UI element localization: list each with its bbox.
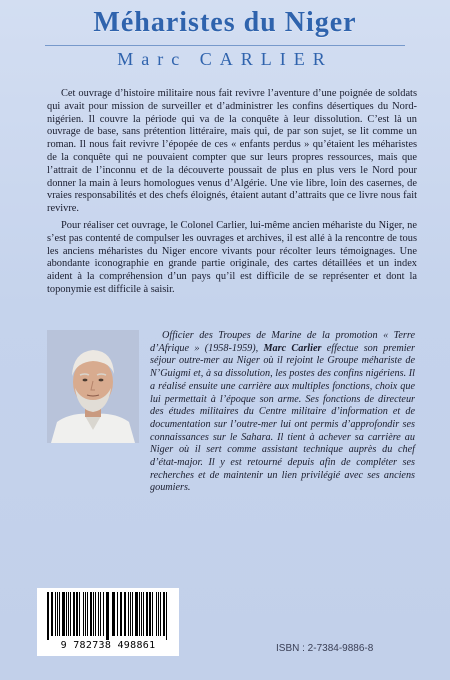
author-portrait-icon bbox=[47, 330, 139, 443]
barcode-bar bbox=[163, 592, 165, 636]
barcode-bar bbox=[59, 592, 60, 636]
barcode-bar bbox=[103, 592, 104, 636]
barcode-bar bbox=[158, 592, 159, 636]
barcode-bar bbox=[85, 592, 86, 636]
barcode-bar bbox=[117, 592, 118, 636]
synopsis bbox=[47, 88, 417, 301]
barcode-bar bbox=[160, 592, 161, 636]
barcode-bar bbox=[120, 592, 122, 636]
barcode-bar bbox=[146, 592, 148, 636]
barcode-bar bbox=[141, 592, 142, 636]
barcode-bar bbox=[68, 592, 69, 636]
barcode-bar bbox=[106, 592, 109, 640]
barcode-bar bbox=[139, 592, 140, 636]
barcode-bar bbox=[62, 592, 65, 636]
ean-barcode-icon bbox=[45, 592, 171, 640]
barcode-bar bbox=[57, 592, 58, 636]
barcode-bar bbox=[98, 592, 99, 636]
barcode-bar bbox=[51, 592, 53, 636]
barcode-bar bbox=[66, 592, 67, 636]
bio-body: effectue son premier séjour outre-mer au Niger où il rejoint le Groupe méhariste de N’Guigmi et, à sa dissolution, les postes des confins nigériens. Il a réalisé ensuite une carrière aux multiples fonctions, choix que lui permettait à l’époque son arme. Ses fonctions de directeur des études militaires du Centre militaire d’information et de documentation sur l’outre-mer lui ont permis d’approfondir ses connaissances sur le Sahara. Il tient à achever sa carrière au Niger où il sert comme assistant technique auprès du chef d’état-major. Il y est retourné depuis afin de compléter ses recherches et de maintenir un lien privilégié avec ses anciens goumiers. bbox=[150, 342, 416, 494]
isbn-number: ISBN : 2-7384-9886-8 bbox=[276, 643, 374, 654]
barcode-bar bbox=[112, 592, 115, 636]
author-bio-paragraph bbox=[150, 330, 415, 495]
barcode-bar bbox=[93, 592, 94, 636]
synopsis-paragraph-2: Pour réaliser cet ouvrage, le Colonel Carlier, lui-même ancien méhariste du Niger, ne s’est pas contenté de compulser les ouvrages et archives, il est allé à la rencontre de tous les anciens méharistes du Niger encore vivants pour récolter leurs témoignages. Une abondante iconographie en grande partie originale, des cartes détaillées et un index aident à la compréhension d’un pays qu’il est difficile de se représenter et dont la toponymie est difficile à saisir. bbox=[47, 219, 417, 295]
synopsis-paragraph-1: Cet ouvrage d’histoire militaire nous fait revivre l’aventure d’une poignée de soldats qui avait pour mission de surveiller et d’administrer les confins désertiques du Nord-nigérien. Il couvre la période qui va de la conquête à leur dissolution. C’est là un ouvrage de base, sans prétention littéraire, mais qui, de par son sujet, se lit comme un roman. Il nous fait revivre l’épopée de ces « enfants perdus » qu’étaient les méharistes de la conquête qui ne pouvaient compter que sur leurs propres ressources, mais que l’attrait de l’inconnu et de la découverte poussait de plus en plus vers le Nord pour donner la main à leurs homologues venus d’Algérie. Une vie libre, loin des casernes, de vraies responsabilités et des chefs éloignés, étaient autant d’attraits que ce livre nous fait revivre. bbox=[47, 88, 417, 215]
barcode-bar bbox=[132, 592, 133, 636]
barcode-bar bbox=[166, 592, 167, 640]
barcode-bar bbox=[55, 592, 56, 636]
barcode-bar bbox=[130, 592, 131, 636]
barcode-bar bbox=[152, 592, 153, 636]
barcode-bar bbox=[100, 592, 101, 636]
barcode-bar bbox=[79, 592, 80, 636]
author-photo bbox=[47, 330, 139, 443]
barcode-bar bbox=[156, 592, 157, 636]
barcode-bar bbox=[83, 592, 84, 636]
ean-number: 9 782738 498861 bbox=[60, 640, 156, 651]
barcode-bar bbox=[73, 592, 75, 636]
bio-intro: Officier des Troupes de Marine de la promotion « Terre d’Afrique » (1958-1959), bbox=[150, 330, 415, 354]
barcode-bar bbox=[76, 592, 78, 636]
barcode bbox=[37, 588, 179, 656]
book-author: Marc CARLIER bbox=[117, 49, 333, 69]
author-bio bbox=[150, 330, 415, 495]
barcode-bar bbox=[90, 592, 92, 636]
barcode-bar bbox=[143, 592, 144, 636]
bio-author-name: Marc Carlier bbox=[263, 342, 322, 354]
barcode-bar bbox=[135, 592, 138, 636]
barcode-bar bbox=[70, 592, 71, 636]
title-divider bbox=[45, 45, 405, 46]
barcode-bar bbox=[95, 592, 96, 636]
book-title: Méharistes du Niger bbox=[93, 7, 357, 38]
barcode-bar bbox=[47, 592, 49, 640]
barcode-bar bbox=[128, 592, 129, 636]
barcode-bar bbox=[87, 592, 88, 636]
barcode-bar bbox=[124, 592, 126, 636]
barcode-bar bbox=[149, 592, 151, 636]
